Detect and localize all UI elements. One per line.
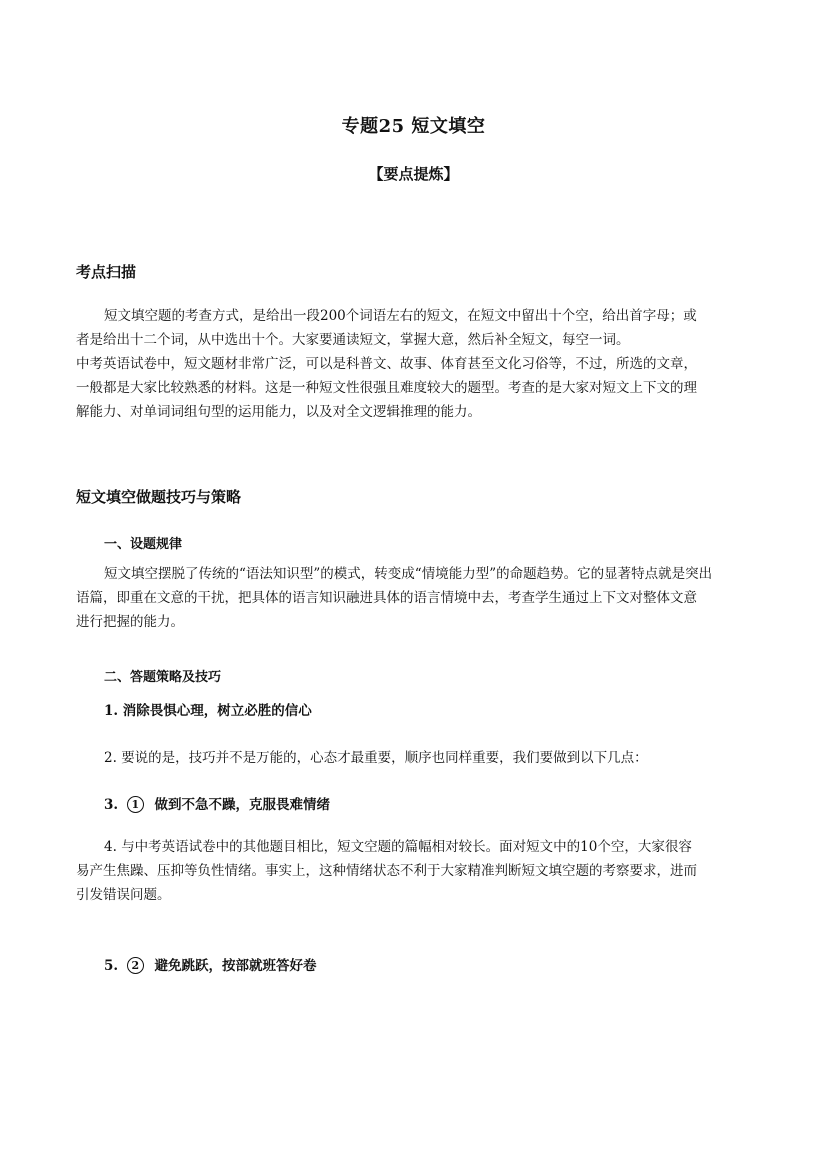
paragraph-line: 一般都是大家比较熟悉的材料。这是一种短文性很强且难度较大的题型。考查的是大家对短文上下文的理 [76, 380, 697, 396]
section-heading-skills: 短文填空做题技巧与策略 [76, 488, 242, 506]
item-number: 1. [104, 703, 119, 719]
paragraph-line: 中考英语试卷中，短文题材非常广泛，可以是科普文、故事、体育甚至文化习俗等，不过，所选的文章， [76, 356, 697, 372]
item-text: 消除畏惧心理，树立必胜的信心 [122, 703, 312, 719]
subheading-strategy: 二、答题策略及技巧 [104, 670, 222, 685]
item-text: 与中考英语试卷中的其他题目相比，短文空题的篇幅相对较长。面对短文中的10个空，大家很容 [121, 839, 692, 855]
paragraph-line: 易产生焦躁、压抑等负性情绪。事实上，这种情绪状态不利于大家精准判断短文填空题的考察要求，进而 [76, 863, 697, 879]
paragraph-line: 者是给出十二个词，从中选出十个。大家要通读短文，掌握大意，然后补全短文，每空一词。 [76, 332, 630, 348]
paragraph-line: 解能力、对单词词组句型的运用能力，以及对全文逻辑推理的能力。 [76, 404, 481, 420]
paragraph-line [76, 835, 751, 859]
item-text: 要说的是，技巧并不是万能的，心态才最重要，顺序也同样重要，我们要做到以下几点： [121, 750, 648, 766]
list-item-1 [104, 699, 312, 719]
list-item-5 [104, 954, 317, 974]
paragraph-line: 引发错误问题。 [76, 887, 171, 903]
scan-paragraph [76, 304, 751, 424]
page-subtitle: 【要点提炼】 [368, 165, 459, 183]
circled-number-icon: 2 [127, 957, 144, 974]
page-title: 专题25 短文填空 [341, 116, 486, 137]
section-heading-scan: 考点扫描 [76, 263, 137, 281]
item-number: 4. [104, 839, 117, 855]
list-item-2 [104, 746, 648, 766]
item-number: 2. [104, 750, 117, 766]
paragraph-line: 短文填空摆脱了传统的“语法知识型”的模式，转变成“情境能力型”的命题趋势。它的显著特点就是突出 [104, 566, 713, 582]
item-number: 3. [104, 797, 119, 813]
paragraph-line: 短文填空题的考查方式，是给出一段200个词语左右的短文，在短文中留出十个空，给出首字母；或 [104, 308, 697, 324]
rules-paragraph [76, 562, 751, 634]
item-text: 做到不急不躁，克服畏难情绪 [154, 797, 330, 813]
list-item-3 [104, 793, 330, 813]
item-text: 避免跳跃，按部就班答好卷 [154, 958, 317, 974]
item-number: 5. [104, 958, 119, 974]
subheading-rules: 一、设题规律 [104, 537, 183, 552]
paragraph-line: 进行把握的能力。 [76, 614, 184, 630]
circled-number-icon: 1 [127, 796, 144, 813]
list-item-4 [76, 835, 751, 907]
paragraph-line: 语篇，即重在文意的干扰，把具体的语言知识融进具体的语言情境中去，考查学生通过上下文对整体文意 [76, 590, 697, 606]
